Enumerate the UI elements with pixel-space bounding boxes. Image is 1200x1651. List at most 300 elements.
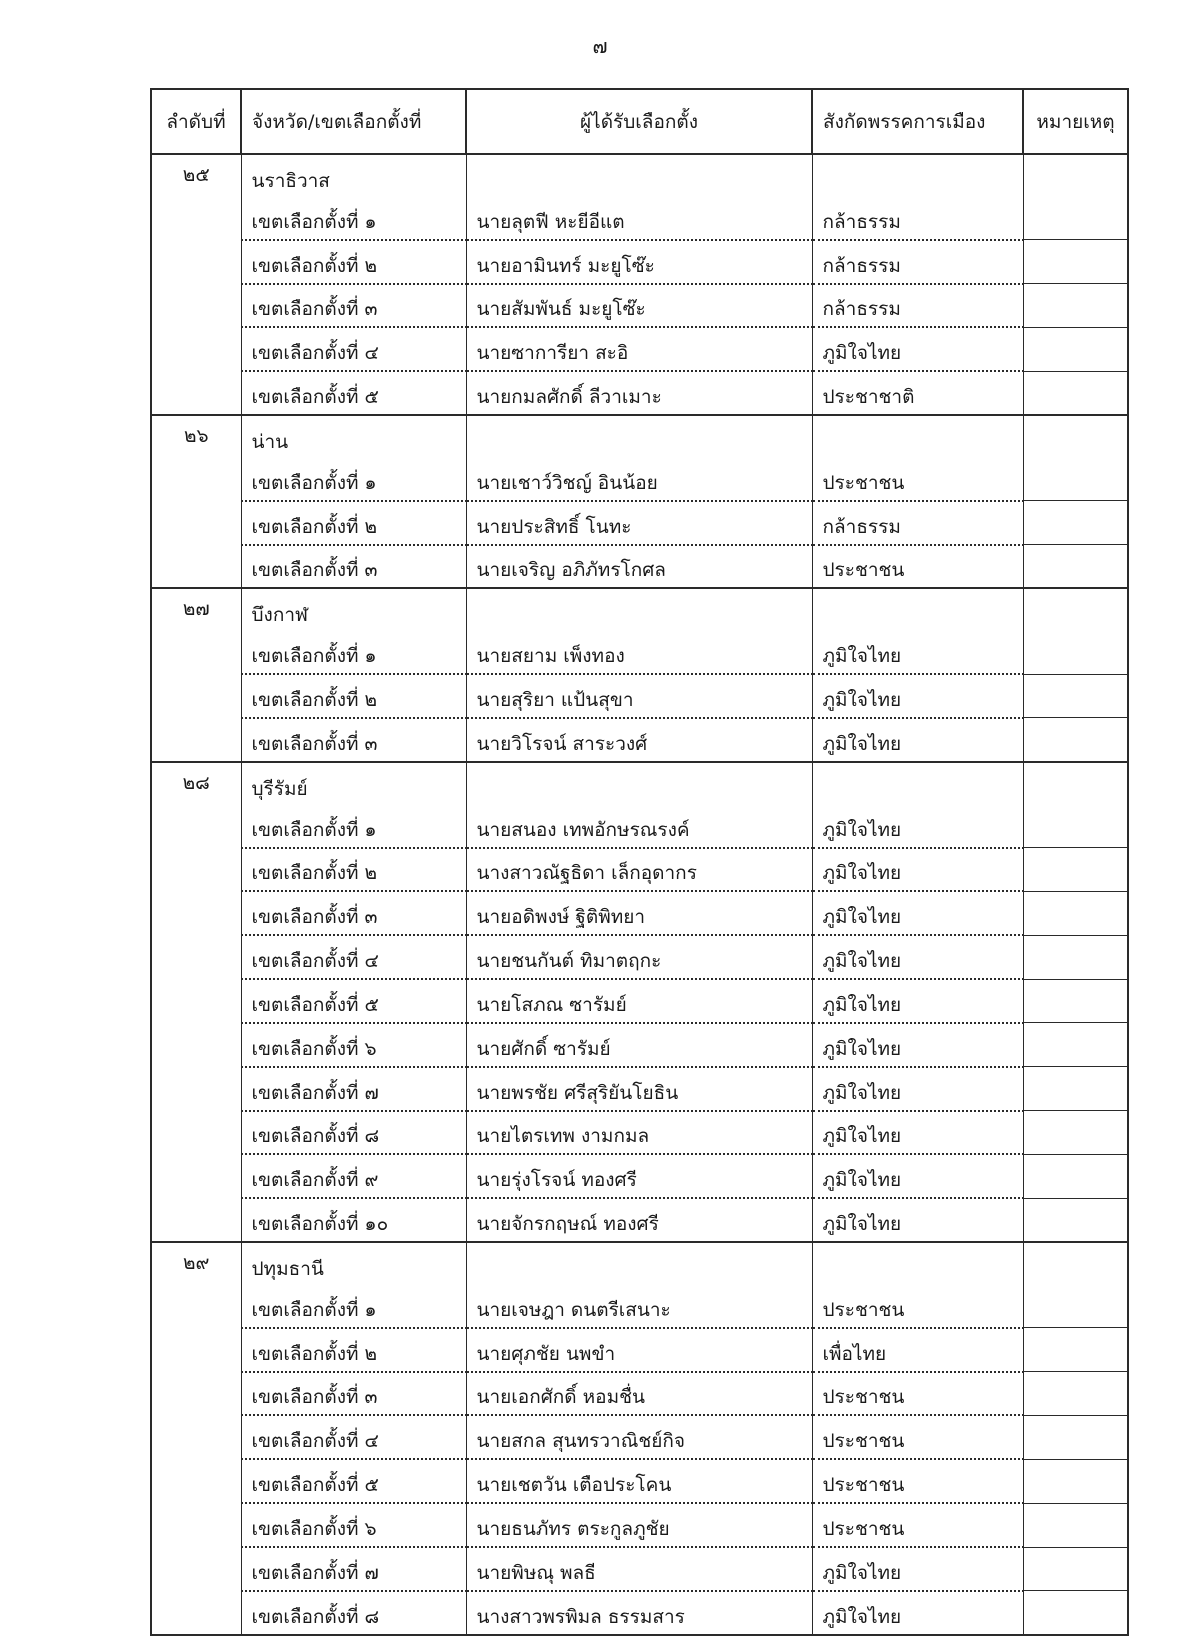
district-cell bbox=[241, 371, 466, 415]
table-row bbox=[151, 240, 1128, 284]
remark-cell bbox=[1023, 1328, 1128, 1372]
name-cell bbox=[466, 1067, 812, 1111]
party-name: ภูมิใจไทย bbox=[822, 818, 902, 841]
name-cell bbox=[466, 1547, 812, 1591]
district-label: เขตเลือกตั้งที่ ๒ bbox=[251, 688, 378, 711]
remark-cell bbox=[1023, 1372, 1128, 1416]
name-cell bbox=[466, 197, 812, 240]
district-cell bbox=[241, 1067, 466, 1111]
party-cell bbox=[812, 458, 1023, 501]
remark-cell bbox=[1023, 1503, 1128, 1547]
remark-text bbox=[1024, 232, 1128, 239]
remark-cell bbox=[1023, 848, 1128, 892]
district-cell bbox=[241, 631, 466, 674]
province-cell bbox=[241, 415, 466, 458]
party-cell bbox=[812, 1415, 1023, 1459]
district-label: เขตเลือกตั้งที่ ๑ bbox=[251, 818, 377, 841]
table-row bbox=[151, 1503, 1128, 1547]
district-label: เขตเลือกตั้งที่ ๒ bbox=[251, 862, 378, 885]
table-row bbox=[151, 1328, 1128, 1372]
elected-name: นายซาการียา สะอิ bbox=[476, 342, 629, 365]
remark-cell bbox=[1023, 1547, 1128, 1591]
name-cell bbox=[466, 1023, 812, 1067]
elected-name: นายธนภัทร ตระกูลภูชัย bbox=[476, 1518, 670, 1540]
party-cell bbox=[812, 1328, 1023, 1372]
province-cell bbox=[241, 762, 466, 805]
district-cell bbox=[241, 1023, 466, 1067]
table-row bbox=[151, 1198, 1128, 1242]
remark-text bbox=[1024, 972, 1128, 979]
district-cell bbox=[241, 674, 466, 718]
header-elected: ผู้ได้รับเลือกตั้ง bbox=[466, 89, 812, 154]
remark-cell bbox=[1023, 545, 1128, 589]
table-row bbox=[151, 371, 1128, 415]
seq-number: ๒๗ bbox=[182, 598, 210, 621]
district-label: เขตเลือกตั้งที่ ๓ bbox=[251, 1386, 378, 1409]
party-name: ประชาชน bbox=[822, 1298, 905, 1321]
district-label: เขตเลือกตั้งที่ ๑ bbox=[251, 645, 377, 668]
party-name: ประชาชน bbox=[822, 1430, 905, 1453]
remark-text bbox=[1024, 1103, 1128, 1110]
elected-name: นางสาวณัฐธิดา เล็กอุดากร bbox=[476, 862, 697, 885]
province-name: บุรีรัมย์ bbox=[251, 777, 308, 800]
seq-number: ๒๕ bbox=[182, 164, 210, 186]
district-label: เขตเลือกตั้งที่ ๓ bbox=[251, 732, 378, 755]
remark-text bbox=[1024, 1408, 1128, 1415]
party-name: ภูมิใจไทย bbox=[822, 993, 902, 1016]
name-cell bbox=[466, 1154, 812, 1198]
remark-text bbox=[1024, 1147, 1128, 1154]
remark-cell bbox=[1023, 458, 1128, 501]
remark-cell bbox=[1023, 1023, 1128, 1067]
remark-text bbox=[1024, 320, 1128, 327]
elected-name: นายกมลศักดิ์ ลีวาเมาะ bbox=[476, 386, 662, 409]
party-name: กล้าธรรม bbox=[822, 210, 901, 233]
district-cell bbox=[241, 979, 466, 1023]
party-cell bbox=[812, 1067, 1023, 1111]
remark-text bbox=[1024, 276, 1128, 283]
remark-cell bbox=[1023, 415, 1128, 458]
party-cell bbox=[812, 674, 1023, 718]
name-cell bbox=[466, 501, 812, 545]
seq-number: ๒๘ bbox=[182, 771, 210, 794]
province-row bbox=[151, 762, 1128, 805]
party-cell bbox=[812, 1198, 1023, 1242]
province-row bbox=[151, 1242, 1128, 1285]
name-cell bbox=[466, 805, 812, 848]
remark-text bbox=[1024, 1320, 1128, 1327]
party-name: กล้าธรรม bbox=[822, 298, 901, 321]
party-cell bbox=[812, 1459, 1023, 1503]
remark-cell bbox=[1023, 371, 1128, 415]
table-row bbox=[151, 1067, 1128, 1111]
district-label: เขตเลือกตั้งที่ ๕ bbox=[251, 386, 379, 409]
province-name: บึงกาฬ bbox=[251, 604, 308, 627]
name-cell bbox=[466, 458, 812, 501]
party-name: ภูมิใจไทย bbox=[822, 1561, 902, 1584]
page-number: ๗ bbox=[592, 34, 608, 58]
party-name: เพื่อไทย bbox=[822, 1342, 887, 1365]
table-header bbox=[151, 89, 1128, 154]
district-label: เขตเลือกตั้งที่ ๗ bbox=[251, 1561, 379, 1584]
remark-text bbox=[1024, 840, 1128, 847]
district-label: เขตเลือกตั้งที่ ๕ bbox=[251, 1474, 379, 1497]
name-cell bbox=[466, 284, 812, 328]
district-label: เขตเลือกตั้งที่ ๔ bbox=[251, 950, 379, 973]
party-name: ภูมิใจไทย bbox=[822, 1081, 902, 1104]
party-name: ประชาชน bbox=[822, 471, 905, 494]
party-name: ภูมิใจไทย bbox=[822, 950, 902, 973]
remark-text bbox=[1024, 928, 1128, 935]
district-label: เขตเลือกตั้งที่ ๘ bbox=[251, 1605, 380, 1628]
remark-text bbox=[1024, 537, 1128, 544]
party-cell bbox=[812, 848, 1023, 892]
name-cell bbox=[466, 1111, 812, 1155]
name-cell bbox=[466, 848, 812, 892]
district-cell bbox=[241, 545, 466, 589]
district-label: เขตเลือกตั้งที่ ๔ bbox=[251, 1430, 379, 1453]
party-name: กล้าธรรม bbox=[822, 515, 901, 538]
party-cell bbox=[812, 718, 1023, 762]
party-name: ภูมิใจไทย bbox=[822, 1169, 902, 1192]
party-cell bbox=[812, 1503, 1023, 1547]
district-cell bbox=[241, 1415, 466, 1459]
district-label: เขตเลือกตั้งที่ ๕ bbox=[251, 993, 379, 1016]
elected-name: นายพิษณุ พลธี bbox=[476, 1561, 596, 1584]
district-label: เขตเลือกตั้งที่ ๒ bbox=[251, 254, 378, 277]
province-row bbox=[151, 588, 1128, 631]
party-cell bbox=[812, 1023, 1023, 1067]
district-label: เขตเลือกตั้งที่ ๑ bbox=[251, 210, 377, 233]
name-cell bbox=[466, 1459, 812, 1503]
name-cell bbox=[466, 1591, 812, 1635]
remark-cell bbox=[1023, 718, 1128, 762]
elected-name: นายสัมพันธ์ มะยูโซ๊ะ bbox=[476, 298, 646, 321]
remark-cell bbox=[1023, 197, 1128, 240]
remark-cell bbox=[1023, 1198, 1128, 1242]
party-name: ภูมิใจไทย bbox=[822, 1037, 902, 1060]
elected-name: นายสุริยา แป้นสุขา bbox=[476, 688, 634, 711]
district-cell bbox=[241, 718, 466, 762]
party-cell bbox=[812, 371, 1023, 415]
elected-name: นายสนอง เทพอักษรณรงค์ bbox=[476, 818, 690, 841]
remark-text bbox=[1024, 1191, 1128, 1198]
table-row bbox=[151, 979, 1128, 1023]
table-row bbox=[151, 1459, 1128, 1503]
district-label: เขตเลือกตั้งที่ ๖ bbox=[251, 1037, 377, 1060]
elected-name: นายวิโรจน์ สาระวงศ์ bbox=[476, 732, 648, 755]
district-cell bbox=[241, 891, 466, 935]
party-name: ประชาชน bbox=[822, 1518, 905, 1540]
district-label: เขตเลือกตั้งที่ ๑๐ bbox=[251, 1213, 389, 1236]
district-label: เขตเลือกตั้งที่ ๓ bbox=[251, 559, 378, 582]
elected-name: นายลุตฟี หะยีอีแต bbox=[476, 210, 625, 233]
name-cell bbox=[466, 545, 812, 589]
district-cell bbox=[241, 1547, 466, 1591]
district-label: เขตเลือกตั้งที่ ๒ bbox=[251, 515, 378, 538]
district-label: เขตเลือกตั้งที่ ๖ bbox=[251, 1518, 377, 1540]
elected-name: นายเอกศักดิ์ หอมชื่น bbox=[476, 1386, 645, 1409]
name-cell bbox=[466, 1503, 812, 1547]
district-label: เขตเลือกตั้งที่ ๗ bbox=[251, 1081, 379, 1104]
remark-cell bbox=[1023, 1067, 1128, 1111]
party-cell bbox=[812, 1154, 1023, 1198]
name-cell bbox=[466, 891, 812, 935]
name-cell bbox=[466, 631, 812, 674]
table-row bbox=[151, 327, 1128, 371]
name-cell bbox=[466, 1328, 812, 1372]
table-row bbox=[151, 891, 1128, 935]
party-name: ประชาชน bbox=[822, 1386, 905, 1409]
remark-text bbox=[1024, 667, 1128, 674]
remark-cell bbox=[1023, 674, 1128, 718]
elected-name: นายพรชัย ศรีสุริยันโยธิน bbox=[476, 1081, 679, 1104]
district-cell bbox=[241, 1591, 466, 1635]
party-cell bbox=[812, 891, 1023, 935]
table-row bbox=[151, 718, 1128, 762]
elected-name: นายเชตวัน เตือประโคน bbox=[476, 1474, 672, 1497]
table-row bbox=[151, 545, 1128, 589]
party-name: ภูมิใจไทย bbox=[822, 906, 902, 929]
party-cell bbox=[812, 1372, 1023, 1416]
elected-name: นายรุ่งโรจน์ ทองศรี bbox=[476, 1169, 637, 1192]
party-cell bbox=[812, 979, 1023, 1023]
remark-cell bbox=[1023, 805, 1128, 848]
remark-cell bbox=[1023, 327, 1128, 371]
seq-cell bbox=[151, 1242, 241, 1635]
party-name: ภูมิใจไทย bbox=[822, 862, 902, 885]
district-cell bbox=[241, 1111, 466, 1155]
table-row bbox=[151, 674, 1128, 718]
district-label: เขตเลือกตั้งที่ ๘ bbox=[251, 1125, 380, 1148]
district-cell bbox=[241, 1503, 466, 1547]
party-cell bbox=[812, 935, 1023, 979]
party-cell bbox=[812, 1547, 1023, 1591]
remark-cell bbox=[1023, 1285, 1128, 1328]
elected-name: นายอดิพงษ์ ฐิติพิทยา bbox=[476, 906, 646, 929]
table-row bbox=[151, 805, 1128, 848]
elected-name: นายชนกันต์ ทิมาตฤกะ bbox=[476, 950, 662, 973]
table-row bbox=[151, 197, 1128, 240]
seq-number: ๒๙ bbox=[183, 1252, 210, 1275]
district-label: เขตเลือกตั้งที่ ๓ bbox=[251, 906, 378, 929]
district-label: เขตเลือกตั้งที่ ๙ bbox=[251, 1169, 379, 1192]
district-cell bbox=[241, 1154, 466, 1198]
remark-cell bbox=[1023, 891, 1128, 935]
district-cell bbox=[241, 1459, 466, 1503]
name-cell bbox=[466, 1242, 812, 1285]
remark-text bbox=[1024, 1452, 1128, 1459]
name-cell bbox=[466, 415, 812, 458]
name-cell bbox=[466, 718, 812, 762]
remark-text bbox=[1024, 1059, 1128, 1066]
elected-name: นายเจษฎา ดนตรีเสนาะ bbox=[476, 1298, 671, 1321]
remark-cell bbox=[1023, 1591, 1128, 1635]
province-name: นราธิวาส bbox=[251, 169, 330, 192]
remark-text bbox=[1024, 884, 1128, 891]
province-row bbox=[151, 154, 1128, 197]
name-cell bbox=[466, 1198, 812, 1242]
district-label: เขตเลือกตั้งที่ ๑ bbox=[251, 1298, 377, 1321]
seq-cell bbox=[151, 588, 241, 761]
elected-name: นายสยาม เพ็งทอง bbox=[476, 645, 625, 668]
remark-cell bbox=[1023, 1459, 1128, 1503]
party-name: ภูมิใจไทย bbox=[822, 732, 902, 755]
name-cell bbox=[466, 154, 812, 197]
party-cell bbox=[812, 631, 1023, 674]
remark-text bbox=[1024, 1496, 1128, 1503]
party-name: ประชาชน bbox=[822, 559, 905, 582]
party-cell bbox=[812, 327, 1023, 371]
party-cell bbox=[812, 1285, 1023, 1328]
election-results-table bbox=[150, 88, 1129, 1636]
district-label: เขตเลือกตั้งที่ ๑ bbox=[251, 471, 377, 494]
district-cell bbox=[241, 848, 466, 892]
name-cell bbox=[466, 1285, 812, 1328]
district-cell bbox=[241, 1328, 466, 1372]
table-row bbox=[151, 458, 1128, 501]
elected-name: นายจักรกฤษณ์ ทองศรี bbox=[476, 1213, 659, 1236]
party-cell bbox=[812, 197, 1023, 240]
name-cell bbox=[466, 979, 812, 1023]
province-cell bbox=[241, 1242, 466, 1285]
elected-name: นายศักดิ์ ซารัมย์ bbox=[476, 1037, 611, 1060]
remark-text bbox=[1024, 1234, 1128, 1241]
district-label: เขตเลือกตั้งที่ ๔ bbox=[251, 342, 379, 365]
party-cell bbox=[812, 1591, 1023, 1635]
name-cell bbox=[466, 1415, 812, 1459]
header-party: สังกัดพรรคการเมือง bbox=[812, 89, 1023, 154]
remark-cell bbox=[1023, 1111, 1128, 1155]
party-cell bbox=[812, 1242, 1023, 1285]
remark-text bbox=[1024, 710, 1128, 717]
table-row bbox=[151, 1372, 1128, 1416]
table-row bbox=[151, 1591, 1128, 1635]
table-row bbox=[151, 1285, 1128, 1328]
party-name: ภูมิใจไทย bbox=[822, 645, 902, 668]
party-cell bbox=[812, 240, 1023, 284]
remark-text bbox=[1024, 754, 1128, 761]
table-row bbox=[151, 501, 1128, 545]
district-cell bbox=[241, 1372, 466, 1416]
party-cell bbox=[812, 545, 1023, 589]
district-cell bbox=[241, 1285, 466, 1328]
remark-cell bbox=[1023, 1415, 1128, 1459]
district-cell bbox=[241, 935, 466, 979]
elected-name: นายไตรเทพ งามกมล bbox=[476, 1125, 650, 1148]
remark-cell bbox=[1023, 284, 1128, 328]
remark-cell bbox=[1023, 588, 1128, 631]
party-name: ภูมิใจไทย bbox=[822, 1125, 902, 1148]
province-name: น่าน bbox=[251, 430, 289, 453]
party-cell bbox=[812, 588, 1023, 631]
name-cell bbox=[466, 935, 812, 979]
party-cell bbox=[812, 1111, 1023, 1155]
district-cell bbox=[241, 458, 466, 501]
table-body bbox=[151, 154, 1128, 1635]
remark-text bbox=[1024, 1583, 1128, 1590]
name-cell bbox=[466, 371, 812, 415]
party-cell bbox=[812, 154, 1023, 197]
district-label: เขตเลือกตั้งที่ ๒ bbox=[251, 1342, 378, 1365]
name-cell bbox=[466, 240, 812, 284]
table-row bbox=[151, 935, 1128, 979]
elected-name: นายประสิทธิ์ โนทะ bbox=[476, 515, 632, 538]
table-row bbox=[151, 1154, 1128, 1198]
table-row bbox=[151, 1023, 1128, 1067]
remark-cell bbox=[1023, 1242, 1128, 1285]
party-cell bbox=[812, 501, 1023, 545]
remark-cell bbox=[1023, 631, 1128, 674]
remark-text bbox=[1024, 1627, 1128, 1634]
name-cell bbox=[466, 1372, 812, 1416]
name-cell bbox=[466, 674, 812, 718]
seq-cell bbox=[151, 154, 241, 415]
remark-cell bbox=[1023, 1154, 1128, 1198]
province-row bbox=[151, 415, 1128, 458]
elected-name: นายเจริญ อภิภัทรโกศล bbox=[476, 559, 666, 582]
district-cell bbox=[241, 284, 466, 328]
district-cell bbox=[241, 240, 466, 284]
elected-name: นายสกล สุนทรวาณิชย์กิจ bbox=[476, 1430, 686, 1453]
elected-name: นายเชาว์วิชญ์ อินน้อย bbox=[476, 471, 658, 494]
party-name: ประชาชาติ bbox=[822, 386, 915, 409]
remark-text bbox=[1024, 1364, 1128, 1371]
remark-text bbox=[1024, 580, 1128, 587]
remark-cell bbox=[1023, 979, 1128, 1023]
table-row bbox=[151, 284, 1128, 328]
party-cell bbox=[812, 805, 1023, 848]
district-cell bbox=[241, 197, 466, 240]
district-label: เขตเลือกตั้งที่ ๓ bbox=[251, 298, 378, 321]
district-cell bbox=[241, 805, 466, 848]
province-cell bbox=[241, 588, 466, 631]
seq-cell bbox=[151, 762, 241, 1242]
remark-cell bbox=[1023, 154, 1128, 197]
elected-name: นายโสภณ ซารัมย์ bbox=[476, 993, 627, 1016]
remark-cell bbox=[1023, 501, 1128, 545]
remark-text bbox=[1024, 493, 1128, 500]
party-cell bbox=[812, 762, 1023, 805]
table-row bbox=[151, 1415, 1128, 1459]
name-cell bbox=[466, 327, 812, 371]
district-cell bbox=[241, 501, 466, 545]
remark-text bbox=[1024, 1540, 1128, 1547]
party-name: ภูมิใจไทย bbox=[822, 688, 902, 711]
remark-cell bbox=[1023, 240, 1128, 284]
remark-text bbox=[1024, 364, 1128, 371]
party-name: ภูมิใจไทย bbox=[822, 1605, 902, 1628]
party-name: ภูมิใจไทย bbox=[822, 1213, 902, 1236]
province-name: ปทุมธานี bbox=[251, 1257, 324, 1280]
elected-name: นายอามินทร์ มะยูโซ๊ะ bbox=[476, 254, 655, 277]
district-cell bbox=[241, 1198, 466, 1242]
party-name: ภูมิใจไทย bbox=[822, 342, 902, 365]
table-row bbox=[151, 1547, 1128, 1591]
header-district: จังหวัด/เขตเลือกตั้งที่ bbox=[241, 89, 466, 154]
name-cell bbox=[466, 762, 812, 805]
party-cell bbox=[812, 284, 1023, 328]
name-cell bbox=[466, 588, 812, 631]
remark-cell bbox=[1023, 935, 1128, 979]
table-row bbox=[151, 848, 1128, 892]
remark-text bbox=[1024, 1015, 1128, 1022]
party-cell bbox=[812, 415, 1023, 458]
party-name: กล้าธรรม bbox=[822, 254, 901, 277]
remark-text bbox=[1024, 407, 1128, 414]
header-seq: ลำดับที่ bbox=[151, 89, 241, 154]
party-name: ประชาชน bbox=[822, 1474, 905, 1497]
